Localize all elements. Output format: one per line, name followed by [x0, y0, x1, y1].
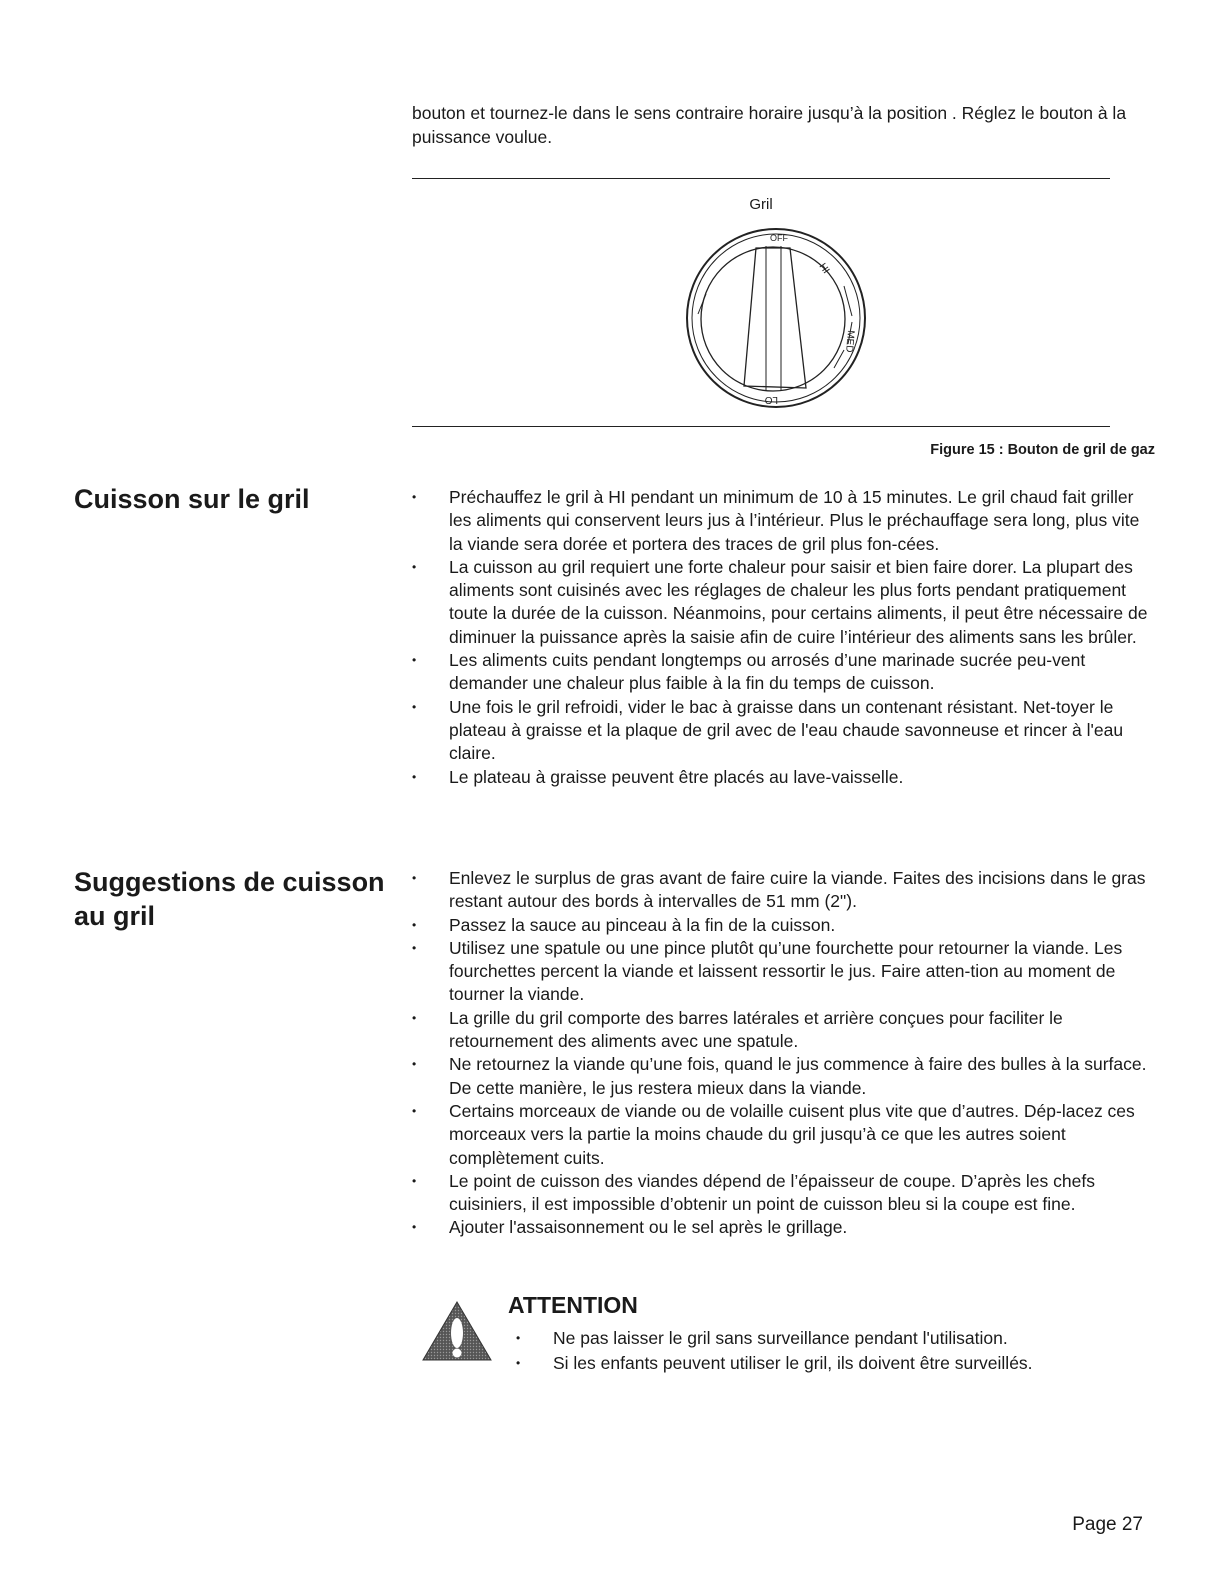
- list-item: • Certains morceaux de viande ou de volaille cuisent plus vite que d’autres. Dép-lacez ces morceaux vers la partie la moins chaude du gril jusqu’à ce que les autres soient complètement cuits.: [412, 1100, 1152, 1170]
- knob-off-marking: OFF: [770, 233, 788, 243]
- list-item: • Passez la sauce au pinceau à la fin de la cuisson.: [412, 914, 1152, 937]
- page-number: Page 27: [1072, 1514, 1143, 1535]
- list-item: • Préchauffez le gril à HI pendant un minimum de 10 à 15 minutes. Le gril chaud fait griller les aliments qui conservent leurs jus à l’intérieur. Plus le préchauffage sera long, plus vite la viande sera dorée et portera des traces de gril plus fon-cées.: [412, 486, 1152, 556]
- knob-hi-marking: HI: [816, 261, 832, 276]
- intro-paragraph: bouton et tournez-le dans le sens contraire horaire jusqu’à la position . Réglez le bouton à la puissance voulue.: [412, 103, 1127, 147]
- knob-med-marking: MED: [843, 329, 856, 353]
- list-item: • Ajouter l'assaisonnement ou le sel après le grillage.: [412, 1216, 1152, 1239]
- list-item: • Une fois le gril refroidi, vider le bac à graisse dans un contenant résistant. Net-toyer le plateau à graisse et la plaque de gril avec de l'eau chaude savonneuse et rincer à l'eau claire.: [412, 696, 1152, 766]
- attention-bullet-list: [516, 1326, 1136, 1376]
- figure-top-rule: [412, 178, 1110, 179]
- list-item: • Ne pas laisser le gril sans surveillance pendant l'utilisation.: [516, 1326, 1136, 1351]
- figure-label: Gril: [749, 196, 773, 213]
- list-item: • La cuisson au gril requiert une forte chaleur pour saisir et bien faire dorer. La plupart des aliments sont cuisinés avec les réglages de chaleur les plus forts pendant pratiquement toute la durée de la cuisson. Néanmoins, pour certains aliments, il peut être nécessaire de diminuer la puissance après la saisie afin de cuire l’intérieur des aliments sans les brûler.: [412, 556, 1152, 649]
- list-item: • Les aliments cuits pendant longtemps ou arrosés d’une marinade sucrée peu-vent demander une chaleur plus faible à la fin du temps de cuisson.: [412, 649, 1152, 696]
- warning-triangle-icon: [421, 1300, 493, 1362]
- attention-title: ATTENTION: [508, 1292, 638, 1318]
- list-item: • Utilisez une spatule ou une pince plutôt qu’une fourchette pour retourner la viande. Les fourchettes percent la viande et laissent ressortir le jus. Faire atten-tion au moment de tourner la viande.: [412, 937, 1152, 1007]
- list-item: • Le point de cuisson des viandes dépend de l’épaisseur de coupe. D’après les chefs cuisiniers, il est impossible d’obtenir un point de cuisson bleu si la coupe est fine.: [412, 1170, 1152, 1217]
- grill-knob-illustration: [684, 226, 868, 410]
- figure-bottom-rule: [412, 426, 1110, 427]
- list-item: • La grille du gril comporte des barres latérales et arrière conçues pour faciliter le retournement des aliments avec une spatule.: [412, 1007, 1152, 1054]
- knob-lo-marking: LO: [764, 394, 778, 405]
- list-item: • Si les enfants peuvent utiliser le gril, ils doivent être surveillés.: [516, 1351, 1136, 1376]
- section-heading-cuisson: Cuisson sur le gril: [74, 484, 310, 514]
- figure-caption: Figure 15 : Bouton de gril de gaz: [930, 442, 1155, 458]
- list-item: • Le plateau à graisse peuvent être placés au lave-vaisselle.: [412, 766, 1152, 789]
- section-heading-suggestions: Suggestions de cuisson au gril: [74, 867, 385, 931]
- list-item: • Enlevez le surplus de gras avant de faire cuire la viande. Faites des incisions dans le gras restant autour des bords à intervalles de 51 mm (2").: [412, 867, 1152, 914]
- suggestions-bullet-list: [412, 867, 1152, 1240]
- cuisson-bullet-list: [412, 486, 1152, 789]
- list-item: • Ne retournez la viande qu’une fois, quand le jus commence à faire des bulles à la surface. De cette manière, le jus restera mieux dans la viande.: [412, 1053, 1152, 1100]
